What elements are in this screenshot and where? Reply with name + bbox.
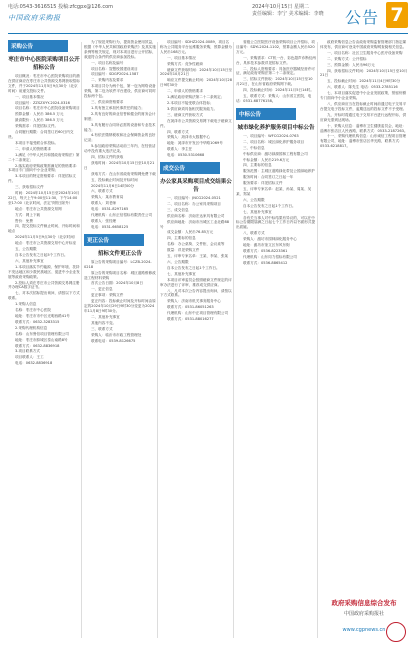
paragraph: 二、采购内容及要求 [91,78,124,83]
paragraph: 2024年11月5日9点30分（北京时间） [15,235,78,240]
editor-credit: 责任编辑：李宁 美术编辑：李晓 [252,11,324,17]
footer-logo-subtitle: 中国政府采购报社 [343,611,384,617]
paragraph: 三、招标文件获取：2024年10月15日至10月21日，在山东省政府采购网下载。 [236,77,313,87]
paragraph: 联系方式：0632-8836918 [15,343,60,348]
paragraph: 五、联系方式：采购人：山东省立医院，电话：0531-68776158。 [236,94,312,103]
paragraph: 项目编号：SDHZ2024-0089，项目名称为公共服务平台运维服务采购，预算金额为人民币168万元。 [160,40,232,54]
paragraph: 本项目共分为两个包，第一包为网络设备采购，第二包为软件平台建设，供应商可同时投标两个包。 [84,84,156,99]
paragraph: 十、采购人信息：淄博市卫生健康委员会，地址：淄博市张店区人民西路，联系方式：0533-2187263。 [320,123,408,133]
paragraph: 四、主要标的信息 [243,163,272,168]
paragraph: 联系方式：0536-8865412 [243,260,288,265]
paragraph: 一、项目基本情况 [167,55,196,60]
paragraph: 二、投标人资格要求：具备医疗器械经营许可证，满足政府采购法第二十二条规定。 [236,66,315,76]
paragraph: 1.满足《中华人民共和国政府采购法》第二十二条规定； [8,152,80,162]
paragraph: 服务要求：详见招标文件 [243,181,283,186]
paragraph: 项目联系人：王工 [15,355,44,360]
paragraph: 一、项目编号：WFCG2024-0763 [243,133,299,138]
paragraph: 六、公告期限 [243,197,265,202]
paragraph: 七、本项目落实促进中小企业发展政策，预留份额专门面向中小企业采购。 [320,91,407,101]
paragraph: 项目编号：SDGP2024-1587 [91,72,139,77]
paragraph: 名称：办公桌椅、文件柜、会议桌等 [167,242,225,247]
newspaper-logo: 中国政府采购报 [8,14,61,22]
column-divider [81,42,82,638]
paragraph: 六、联系方式 [91,189,113,194]
paragraph: 为了规范采购行为，提高资金使用效益，根据《中华人民共和国政府采购法》及其实施条例等相关规定，现对本项目进行公开招标，欢迎符合条件的供应商参加投标。 [84,40,156,59]
paragraph: 1.本项目落实节约能源、保护环境、扶持不发达地区和少数民族地区、促进中小企业发展等政府采购政策。 [8,264,80,279]
article-title: 办公家具采购项目成交结果公告 [160,179,232,194]
paragraph: 原公告的采购项目编号：LCZB-2024-0218 [84,259,152,269]
paragraph: 代理机构：山东同力招标有限公司 [243,254,297,259]
paragraph: 项目概况：枣庄市中心医院采购项目的潜在供应商应在枣庄市公共资源交易网获取招标文件，并于2024年11月5日9点30分（北京时间）前递交投标文件。 [8,74,80,93]
paragraph: 名称：山东鲁信项目管理有限公司 [15,331,69,336]
footer-logo-block [320,592,408,644]
paragraph: 预算金额：人民币 386.5 万元 [15,112,64,117]
paragraph: 一、项目基本情况 [15,94,44,99]
paragraph: 省级公立医院医疗设备采购项目公开招标，项目编号：SDYL2024-1102，预算金额人民币520万元。 [236,40,315,54]
paragraph: 采购方式：竞争性磋商 [167,61,203,66]
paragraph: 合同履行期限：合同签订后60日内交货。 [8,130,74,139]
article-body [160,196,232,322]
page-number-badge: 7 [386,2,408,28]
paragraph: 电话：0531-6658125 [91,224,129,229]
paragraph: 首次公告日期：2024年10月8日 [91,281,143,286]
paragraph: 2.投标人须在枣庄市公共资源交易网注册并办理CA数字证书。 [8,280,80,290]
paragraph: 地址：潍坊市奎文区东风东街 [243,243,290,248]
paragraph: 更正内容：投标截止时间及开标时间由原定的2024年10月29日9时30分变更为2024年11月8日9时30分。 [84,299,156,313]
paragraph: 中标供应商：潍坊绿源园林工程有限公司 [243,151,308,156]
column-divider [233,42,234,638]
article-body [8,74,80,366]
paragraph: 地址：枣庄市市中区光明西路41号 [15,313,70,318]
paragraph: 四、提交投标文件截止时间、开标时间和地点 [8,224,80,234]
paragraph: 项目名称：智慧校园建设项目 [91,66,138,71]
paragraph: 九、开标时将通过电子交易平台进行远程开标，供应商无需到达现场。 [320,112,407,122]
paragraph: 响应文件提交截止时间：2024年10月28日9时30分 [160,78,232,88]
paragraph: 三、中标信息 [243,145,265,150]
paragraph: 自本公告发布之日起5个工作日。 [15,253,68,257]
paragraph: 采购人：菏泽市大数据中心 [167,135,211,140]
paragraph: 2.采购代理机构信息 [15,325,48,330]
article-body [160,40,232,158]
paragraph: 时间：2024年10月15日至2024年10月22日，每天上午9:00至11:30，下午14:00至17:00（北京时间，法定节假日除外） [8,191,80,205]
paragraph: 四、获取招标文件时间：2024年10月15日至10月21日 [320,68,408,78]
footer-website-link[interactable]: www.cgpnews.cn [342,627,386,633]
paragraph: 2024年11月6日14时00分 [91,183,135,188]
column-1 [8,40,80,640]
paragraph: 一、项目名称及编号 [91,60,124,65]
paragraph: 四、招标文件的获取 [91,155,124,160]
paragraph: 联系方式：0632-3283315 [15,319,60,324]
paragraph: 地址：枣庄市薛城区泰山南路8号 [15,337,68,342]
paragraph: 四、主要标的信息 [167,236,196,241]
paragraph: 2.具有良好的商业信誉和健全的财务会计制度； [84,111,156,121]
article-body [320,40,408,149]
paragraph: 服务时间：合同签订之日起一年 [243,175,294,180]
paragraph: 原公告的采购项目名称：城区道路维修改造工程材料采购 [84,270,156,280]
paragraph: 电话：0632-8836918 [15,361,53,366]
paragraph: 一、项目名称：社区卫生服务中心医疗设备采购 [327,50,403,55]
article-title: 枣庄市中心医院采购项目公开招标公告 [8,57,80,71]
paragraph: 六、联系人：陈先生 电话：0533-2785116 [327,85,398,90]
paragraph: 采购人：潍坊市园林绿化服务中心 [243,237,297,242]
column-divider [317,42,318,638]
paragraph: 七、其他补充事宜 [167,271,196,276]
paragraph: 供应商地址：济南市历城区工业北路88号 [160,219,230,229]
page-header [0,0,415,40]
article-body [236,40,316,104]
paragraph: 地点：枣庄市公共资源交易中心开标室 [15,241,77,246]
paragraph: 方式：网上下载 [15,212,41,217]
article-body [236,134,316,266]
paragraph: 二、项目名称：城区绿化养护服务项目 [243,139,305,144]
paragraph: 数量：详见采购文件 [167,248,200,253]
paragraph: 八、凡对本次公告内容提出询问，请按以下方式联系。 [160,288,232,298]
paragraph: 七、其他补充事宜 [243,209,272,214]
paragraph: 售价：免费 [15,218,33,223]
paragraph: 政府采购信息公告由政府采购监督管理部门指定媒体发布，供应商可登录中国政府采购网查阅相关信息。 [320,40,407,49]
paragraph: 服务范围：主城区道路绿化带及公园绿地养护 [243,169,315,174]
paragraph: 四、投标截止时间：2024年11月5日14时。 [243,88,314,93]
paragraph: 3.具有履行合同所必需的设备和专业技术能力； [84,122,156,132]
paragraph: 八、供应商应当在投标截止时间前通过电子交易平台提交电子投标文件，逾期送达的投标文件不予受理。 [320,101,407,111]
header-contact: 电话:0543-3616515 投稿:zfcgpx@126.com [8,4,114,10]
paragraph: 自本公告发布之日起1个工作日。 [243,203,296,208]
article-title: 城市绿化养护服务项目中标公告 [237,124,315,131]
paragraph: 项目编号：ZZSZXYY-2024-0316 [15,100,70,105]
paragraph: 采购人：临沂市市政工程管理处 [91,332,142,337]
paragraph: 4.有依法缴纳税收和社会保障资金的良好记录； [84,133,156,143]
paragraph: 在菏泽市公共资源交易网下载电子磋商文件。 [160,118,232,128]
article-title: 招标文件更正公告 [97,250,142,257]
paragraph: 联系方式：0531-88016277 [167,317,214,322]
paragraph: 二、其他补充事宜 [91,314,120,319]
footer-logo-title: 政府采购信息综合发布 [331,599,397,607]
section-label: 采购公告 [8,40,68,52]
paragraph: 获取时间：2024年10月15日至10月21日 [84,160,155,170]
section-label: 成交公告 [160,162,220,174]
paragraph: 名称：枣庄市中心医院 [15,308,51,313]
paragraph: 1.采购人信息 [15,302,37,307]
paragraph: 三、获取招标文件 [15,185,44,190]
article-body [84,40,156,230]
paragraph: 一、采购需求：CT机一台、彩色超声诊断仪两台，具体技术参数详见招标文件。 [236,55,316,65]
paragraph: 五、公告期限 [15,247,37,252]
paragraph: 1.满足政府采购法第二十二条规定； [167,95,225,100]
paragraph: 本项目评审委员会按照磋商文件规定的评审办法进行了评审，推荐成交供应商。 [160,277,232,287]
paragraph: 二、申请人的资格要求 [167,89,203,94]
paragraph: 2.本项目不接受联合体投标； [167,100,214,105]
paragraph: 五、投标截止时间：2024年11月4日9时30分 [327,79,401,84]
paragraph: 采购人：济南市机关事务服务中心 [167,299,221,304]
paragraph: 1.具有独立承担民事责任的能力； [91,105,145,110]
seal-stamp-icon [386,622,406,642]
paragraph: 五、评审专家名单：王某、李某、张某 [167,254,229,259]
paragraph: 二、采购方式：公开招标 [327,56,367,61]
column-2 [84,40,156,640]
paragraph: 电话：0531-8297165 [91,207,129,212]
paragraph: 四、联系方式 [167,129,189,134]
paragraph: 3.项目联系方式 [15,349,40,354]
paragraph: 联系人：李主任 [167,147,193,152]
paragraph: 联系方式：0531-86051263 [167,305,214,310]
paragraph: 六、其他补充事宜 [15,258,44,263]
issue-date: 2024年10月15日 星期二 [252,4,310,10]
paragraph: 八、联系方式 [243,231,265,236]
paragraph: 地点：枣庄市公共资源交易网 [15,206,62,211]
paragraph: 项目名称：枣庄市中心医院设备采购项目 [15,106,80,111]
article-body [84,260,156,344]
paragraph: 成交金额：人民币76.85万元 [167,230,214,235]
column-divider [157,42,158,638]
column-3 [160,40,232,640]
paragraph: 三、成交信息 [167,207,189,212]
paragraph: 其他内容不变。 [91,320,117,325]
paragraph: 五、投标截止时间及开标时间 [91,177,138,182]
paragraph: 更正事项：采购文件 [91,293,124,298]
section-label: 更正公告 [84,234,144,246]
paragraph: 十一、采购代理机构信息：山东诚信工程项目管理有限公司，地址：淄博市张店区华光路，联系方式：0533-6218817。 [320,134,407,149]
paragraph: 一、更正信息 [91,287,113,292]
paragraph: 获取方式：在山东省政府采购网免费下载 [91,171,156,176]
paragraph: 自本公告发布之日起1个工作日。 [167,265,220,270]
paragraph: 二、申请人的资格要求 [15,146,51,151]
paragraph: 联系人：张经理 [91,219,117,223]
header-divider [8,33,408,34]
section-label: 中标公告 [236,108,296,120]
paragraph: 供应商名称：济南宏达家具有限公司 [167,213,225,218]
paragraph: 三、预算金额：人民币96万元 [327,62,375,67]
paragraph: 采购需求：详见招标文件。 [15,124,59,129]
paragraph: 联系方式：0536-8223361 [243,249,288,253]
paragraph: 六、公告期限 [167,260,189,264]
paragraph: 电话：0530-5310668 [167,153,205,158]
paragraph: 采购人：某市教育局 [91,195,124,200]
paragraph: 三、磋商文件获取方式 [167,112,203,117]
page-section-title: 公告 [345,8,380,27]
column-4 [236,40,316,640]
paragraph: 磋商文件获取时间：2024年10月15日至2024年10月21日 [160,67,232,77]
paragraph: 五、评审专家名单：赵某、孙某、周某、吴某、郑某 [236,187,312,196]
paragraph: 本项目不接受联合体投标。 [15,140,59,145]
paragraph: 地址：菏泽市开发区中华路1069号 [167,141,223,146]
paragraph: 联系人：刘老师 [91,201,117,206]
paragraph: 联系电话：0539-8126675 [91,338,136,343]
paragraph: 代理机构：山东正信招标有限责任公司 [91,213,153,218]
paragraph: 最高限价：人民币 386.5 万元 [15,118,64,123]
paragraph: 七、对本次招标提出询问，请按以下方式联系。 [8,291,80,301]
column-5 [320,40,408,590]
paragraph: 三、供应商资格要求 [91,99,124,104]
paragraph: 5.参加政府采购活动前三年内，在经营活动中没有重大违法记录。 [84,144,156,154]
paragraph: 二、项目名称：办公家具采购项目 [167,201,221,206]
paragraph: 一、项目编号：JNCG2024-0521 [167,196,221,201]
paragraph: 2.落实政府采购政策需满足的资格要求：本项目专门面向中小企业采购； [8,163,80,173]
paragraph: 三、联系方式 [91,326,113,331]
paragraph: 中标金额：人民币219.6万元 [243,157,290,162]
paragraph: 3.本项目的特定资格要求：详见招标文件。 [8,174,76,184]
paragraph: 各有关当事人对中标结果有异议的，可以在中标公告期限届满之日起七个工作日内以书面形式提出质疑。 [236,215,316,230]
paragraph: 3.供应商须具备相关服务能力。 [167,106,218,111]
paragraph: 代理机构：山东中正项目管理有限公司 [167,311,229,316]
